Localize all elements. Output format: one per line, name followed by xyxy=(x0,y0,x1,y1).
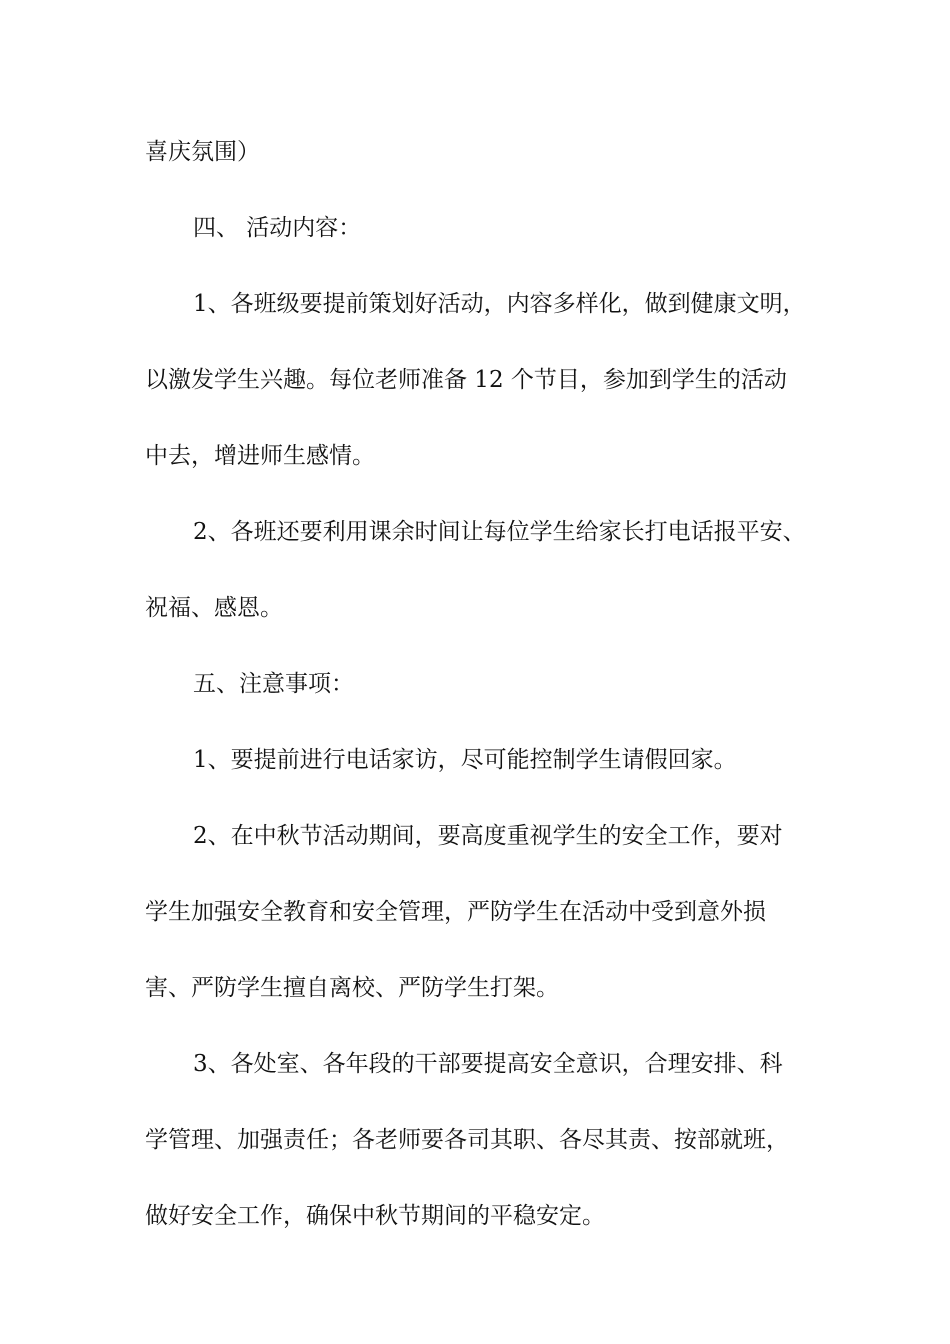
text-line-5: 中去，增进师生感情。 xyxy=(145,443,375,469)
text-line-1: 喜庆氛围） xyxy=(145,139,260,165)
text-line-14: 学管理、加强责任；各老师要各司其职、各尽其责、按部就班， xyxy=(145,1127,789,1153)
text-line-12: 害、严防学生擅自离校、严防学生打架。 xyxy=(145,975,559,1001)
text-line-13: 3、各处室、各年段的干部要提高安全意识，合理安排、科 xyxy=(193,1051,783,1077)
text-line-4: 以激发学生兴趣。每位老师准备 12 个节目，参加到学生的活动 xyxy=(145,367,787,393)
text-line-3: 1、各班级要提前策划好活动，内容多样化，做到健康文明， xyxy=(193,291,806,317)
section-heading-notes: 五、注意事项： xyxy=(193,671,354,697)
text-line-11: 学生加强安全教育和安全管理，严防学生在活动中受到意外损 xyxy=(145,899,766,925)
section-heading-activity-content: 四、 活动内容： xyxy=(193,215,362,241)
text-line-7: 祝福、感恩。 xyxy=(145,595,283,621)
text-line-6: 2、各班还要利用课余时间让每位学生给家长打电话报平安、 xyxy=(193,519,806,545)
text-line-10: 2、在中秋节活动期间，要高度重视学生的安全工作，要对 xyxy=(193,823,783,849)
text-line-9: 1、要提前进行电话家访，尽可能控制学生请假回家。 xyxy=(193,747,737,773)
text-line-15: 做好安全工作，确保中秋节期间的平稳安定。 xyxy=(145,1203,605,1229)
